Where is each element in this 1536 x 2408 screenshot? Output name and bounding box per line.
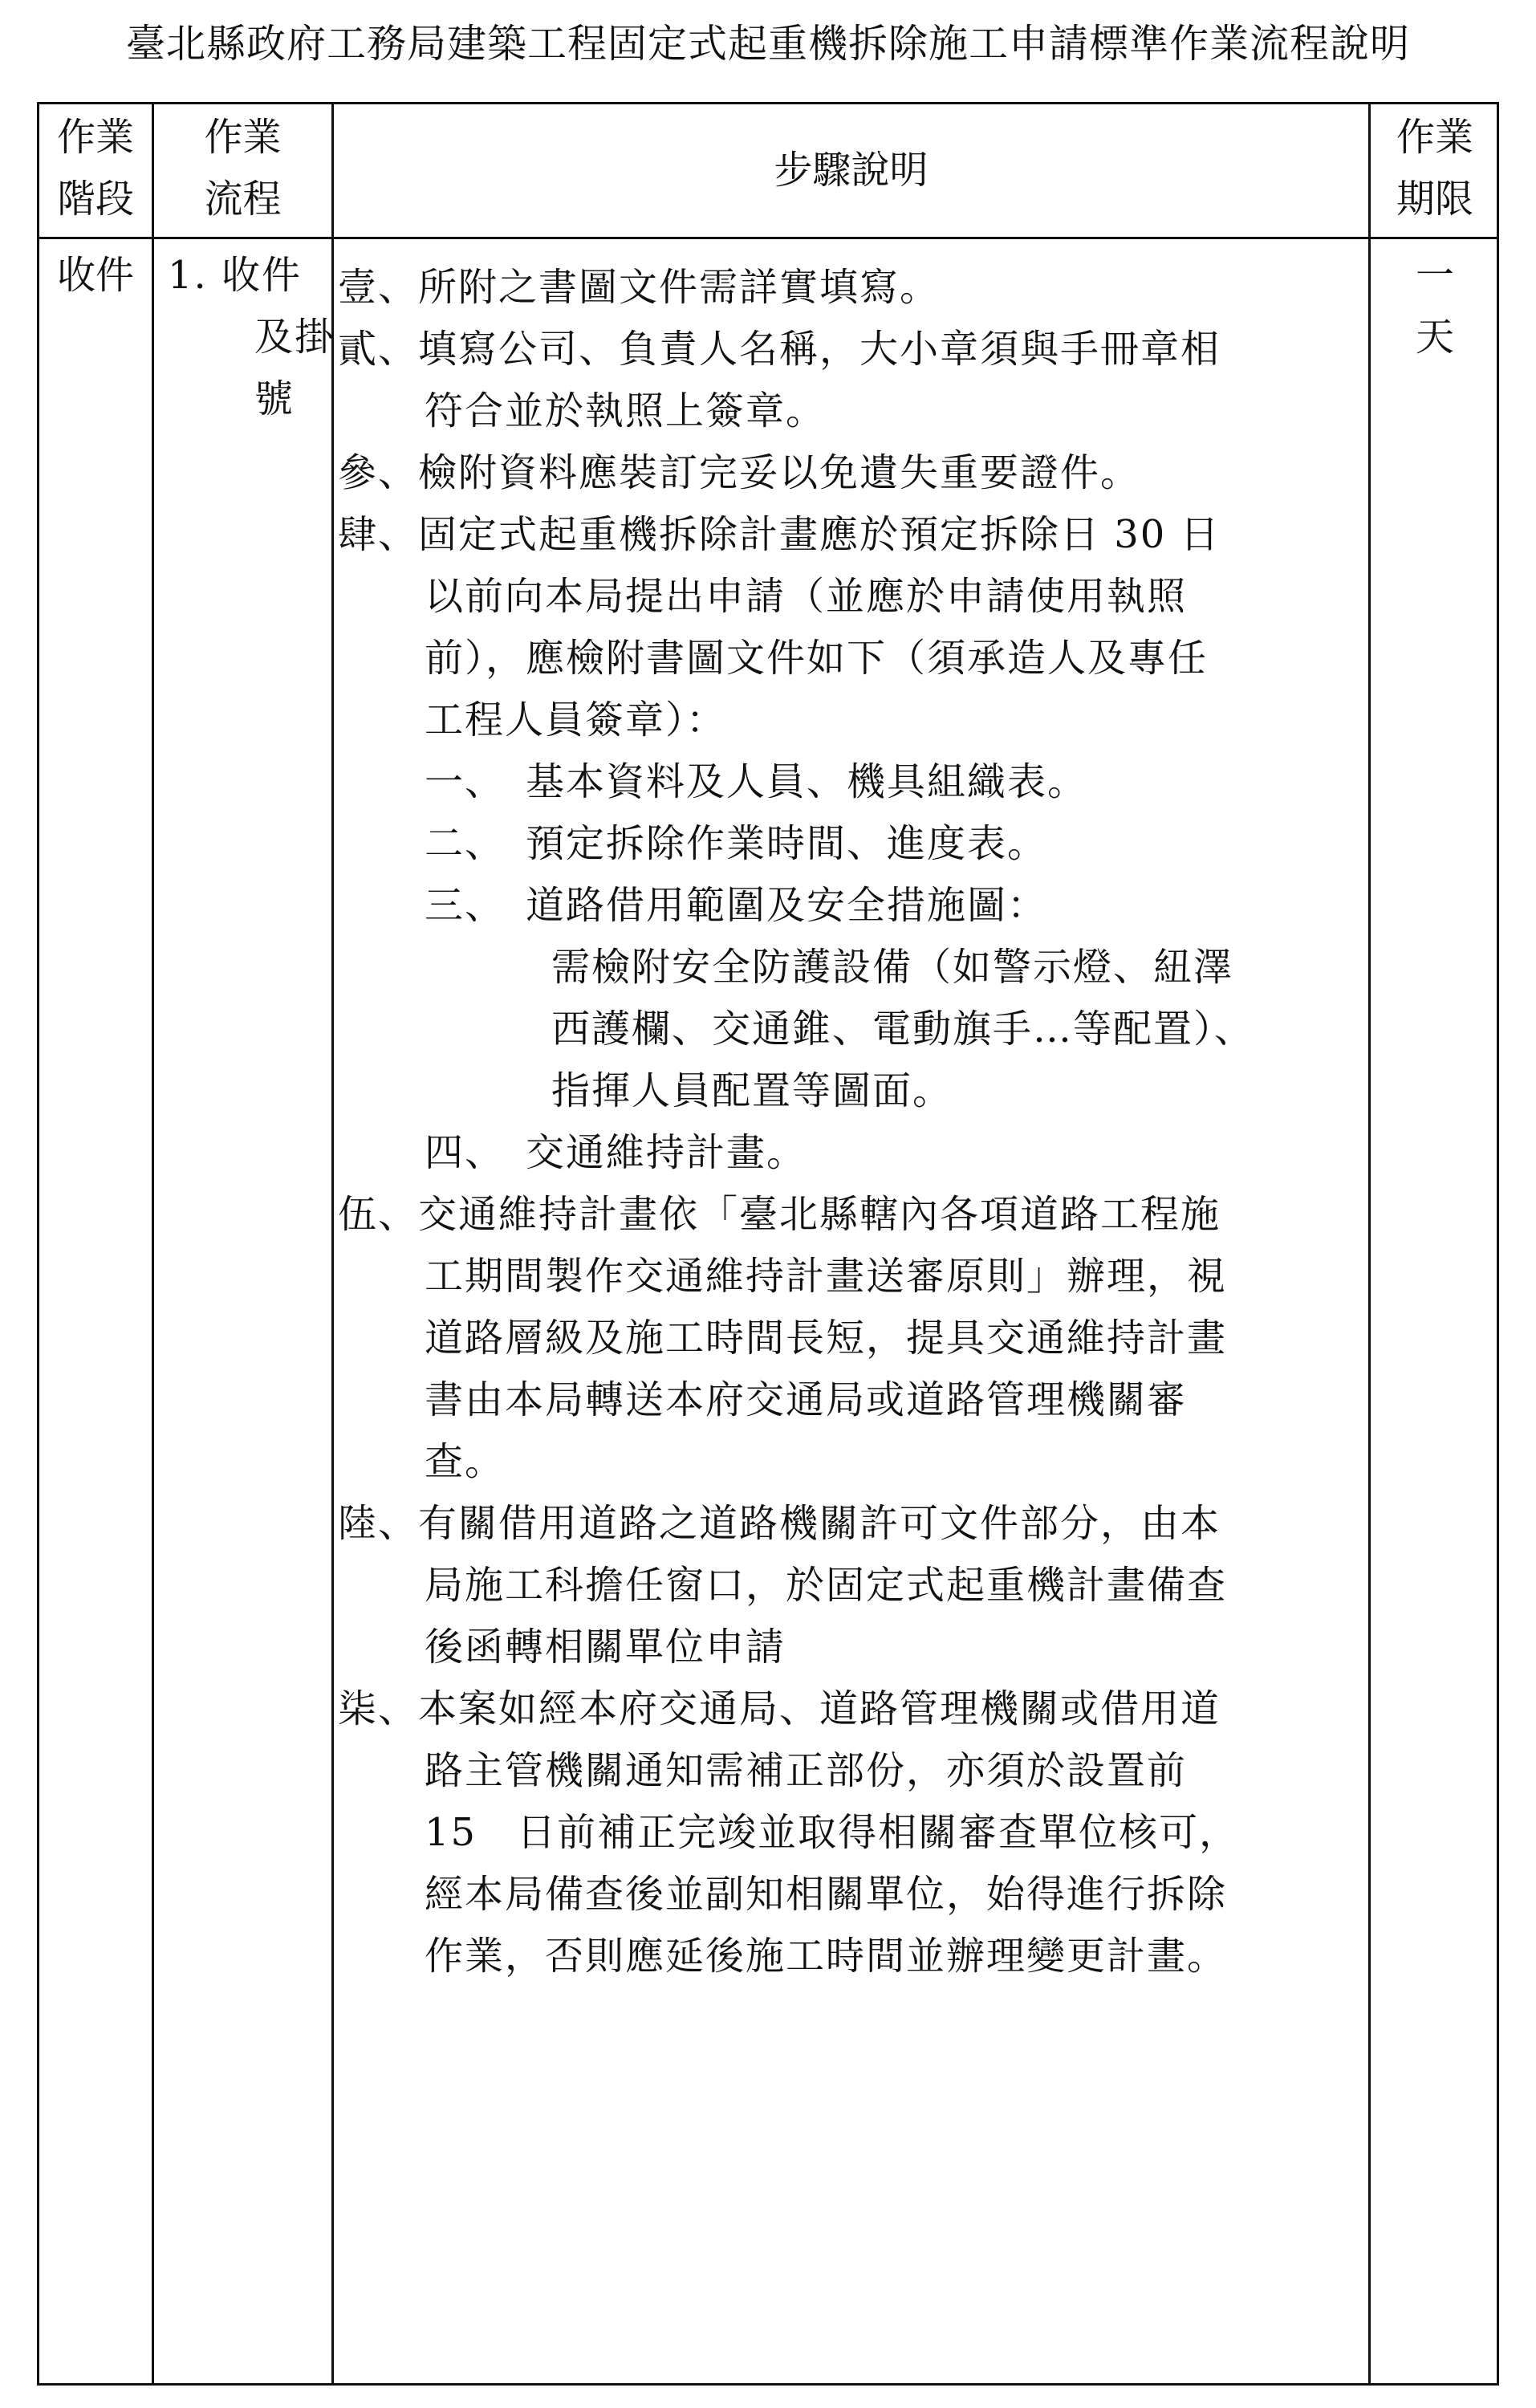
step-line: 符合並於執照上簽章。 bbox=[425, 388, 827, 433]
step-line: 經本局備查後並副知相關單位，始得進行拆除 bbox=[425, 1872, 1228, 1917]
step-line: 需檢附安全防護設備（如警示燈、紐澤 bbox=[551, 945, 1234, 990]
header-divider bbox=[39, 237, 1497, 239]
stage-cell: 收件 bbox=[56, 253, 134, 298]
step-line: 前），應檢附書圖文件如下（須承造人及專任 bbox=[425, 636, 1209, 681]
deadline-cell: 一 天 bbox=[1415, 253, 1454, 360]
step-line: 貳、填寫公司、負責人名稱，大小章須與手冊章相 bbox=[338, 327, 1221, 372]
step-line: 一、 基本資料及人員、機具組織表。 bbox=[425, 759, 1088, 804]
step-line: 書由本局轉送本府交通局或道路管理機關審 bbox=[425, 1377, 1188, 1422]
column-divider bbox=[1368, 104, 1371, 2383]
step-line: 15 日前補正完竣並取得相關審查單位核可， bbox=[425, 1810, 1240, 1855]
step-line: 作業，否則應延後施工時間並辦理變更計畫。 bbox=[425, 1934, 1228, 1979]
step-line: 參、檢附資料應裝訂完妥以免遺失重要證件。 bbox=[338, 450, 1141, 495]
step-line: 道路層級及施工時間長短，提具交通維持計畫 bbox=[425, 1316, 1228, 1361]
step-line: 伍、交通維持計畫依「臺北縣轄內各項道路工程施 bbox=[338, 1192, 1221, 1237]
step-line: 柒、本案如經本府交通局、道路管理機關或借用道 bbox=[338, 1686, 1221, 1731]
step-line: 查。 bbox=[425, 1439, 506, 1484]
step-line: 肆、固定式起重機拆除計畫應於預定拆除日 30 日 bbox=[338, 512, 1221, 557]
step-line: 工期間製作交通維持計畫送審原則」辦理，視 bbox=[425, 1254, 1228, 1299]
step-line: 指揮人員配置等圖面。 bbox=[551, 1068, 953, 1113]
procedure-table bbox=[37, 102, 1499, 2386]
step-line: 四、 交通維持計畫。 bbox=[425, 1130, 807, 1175]
step-line: 西護欄、交通錐、電動旗手…等配置）、 bbox=[551, 1007, 1255, 1051]
step-line: 三、 道路借用範圍及安全措施圖： bbox=[425, 883, 1048, 928]
step-line: 陸、有關借用道路之道路機關許可文件部分，由本 bbox=[338, 1501, 1221, 1546]
header-stage: 作業 階段 bbox=[56, 115, 134, 222]
step-line: 壹、所附之書圖文件需詳實填寫。 bbox=[338, 265, 941, 310]
column-divider bbox=[152, 104, 154, 2383]
step-line: 局施工科擔任窗口，於固定式起重機計畫備查 bbox=[425, 1563, 1228, 1608]
step-line: 工程人員簽章）： bbox=[425, 698, 727, 742]
step-line: 後函轉相關單位申請 bbox=[425, 1625, 786, 1670]
page-title: 臺北縣政府工務局建築工程固定式起重機拆除施工申請標準作業流程說明 bbox=[125, 21, 1410, 67]
step-line: 路主管機關通知需補正部份，亦須於設置前 bbox=[425, 1748, 1188, 1793]
flow-cell: 1. 收件 及掛 號 bbox=[168, 253, 335, 421]
step-line: 以前向本局提出申請（並應於申請使用執照 bbox=[425, 574, 1188, 619]
header-deadline: 作業 期限 bbox=[1396, 115, 1473, 222]
step-line: 二、 預定拆除作業時間、進度表。 bbox=[425, 821, 1048, 866]
column-divider bbox=[331, 104, 334, 2383]
header-flow: 作業 流程 bbox=[204, 115, 282, 222]
header-description: 步驟說明 bbox=[774, 148, 929, 193]
